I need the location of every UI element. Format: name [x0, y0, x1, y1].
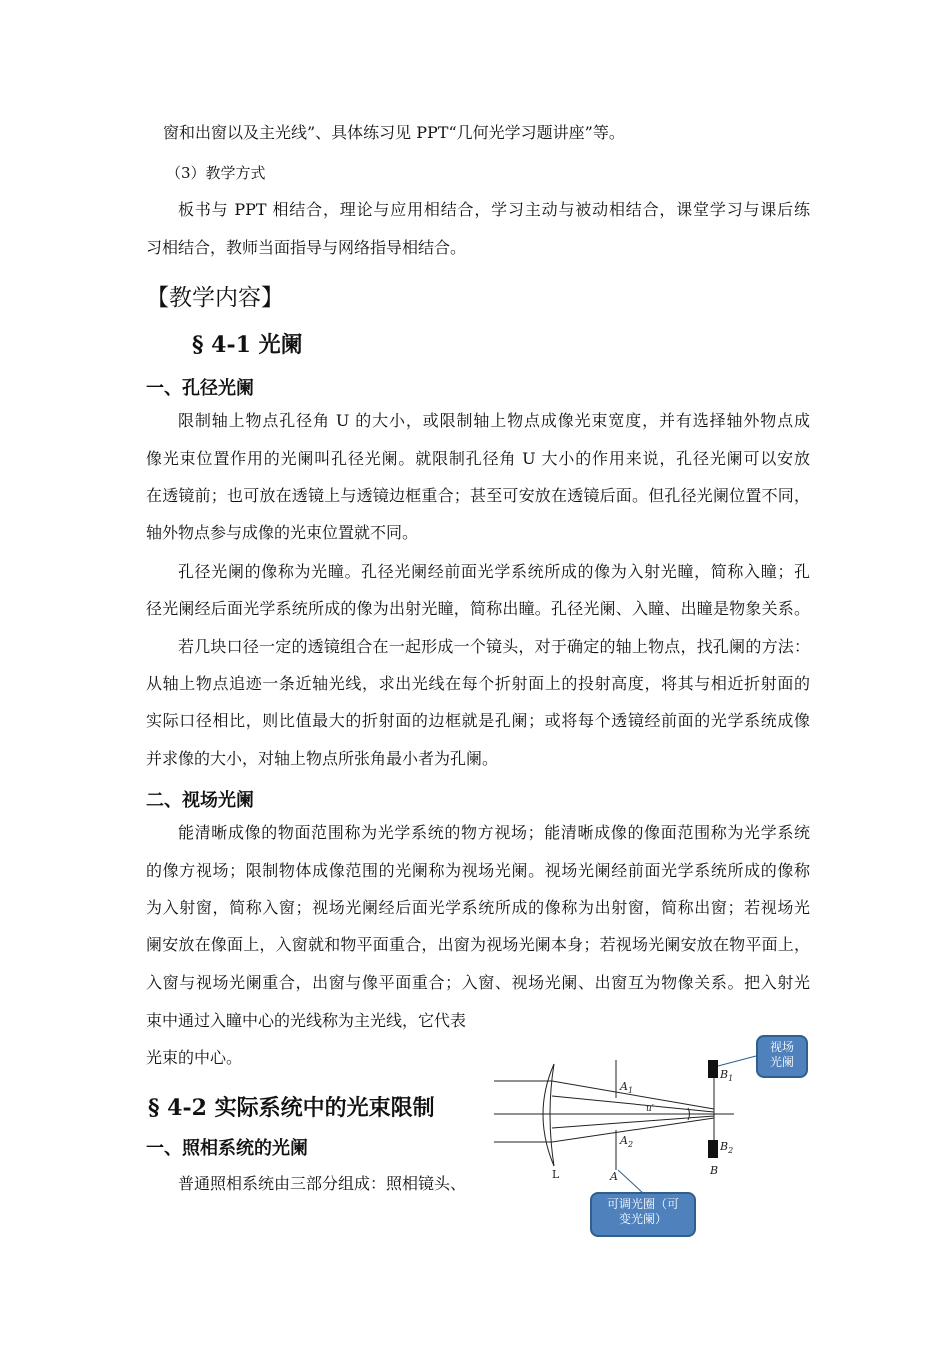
section-title-4-2: § 4-2 实际系统中的光束限制 [148, 1095, 435, 1121]
text-line: 阑安放在像面上，入窗就和物平面重合，出窗为视场光阑本身；若视场光阑安放在物平面上， [146, 935, 810, 954]
subheading-camera-stop: 一、照相系统的光阑 [146, 1138, 308, 1159]
subheading-field-stop: 二、视场光阑 [146, 790, 254, 811]
teaching-method-heading: （3）教学方式 [166, 164, 266, 182]
text-line: 习相结合，教师当面指导与网络指导相结合。 [146, 238, 467, 257]
label-u-prime: u′ [646, 1104, 654, 1114]
label-A1: $A_1$ [620, 1080, 634, 1095]
text-line: 能清晰成像的物面范围称为光学系统的物方视场；能清晰成像的像面范围称为光学系统 [178, 823, 810, 842]
text-line: 实际口径相比，则比值最大的折射面的边框就是孔阑；或将每个透镜经前面的光学系统成像 [146, 711, 810, 730]
subheading-aperture-stop: 一、孔径光阑 [146, 378, 254, 399]
text-line: 孔径光阑的像称为光瞳。孔径光阑经前面光学系统所成的像为入射光瞳，简称入瞳；孔 [178, 562, 810, 581]
section-title-4-1: § 4-1 光阑 [192, 332, 303, 358]
optical-stop-diagram [492, 1030, 812, 1240]
callout-text: 变光阑） [618, 1212, 667, 1226]
text-line: 普通照相系统由三部分组成：照相镜头、 [178, 1174, 467, 1193]
text-line: 并求像的大小，对轴上物点所张角最小者为孔阑。 [146, 749, 499, 768]
label-L: L [552, 1168, 560, 1181]
field-stop-block-upper [708, 1060, 718, 1078]
text-line: 板书与 PPT 相结合，理论与应用相结合，学习主动与被动相结合，课堂学习与课后练 [178, 200, 810, 219]
callout-adjustable-aperture [590, 1192, 696, 1237]
text-line: 径光阑经后面光学系统所成的像为出射光瞳，简称出瞳。孔径光阑、入瞳、出瞳是物象关系。 [146, 599, 810, 618]
text-line: 轴外物点参与成像的光束位置就不同。 [146, 523, 419, 542]
lens-surface [550, 1064, 554, 1166]
text-line: 像光束位置作用的光阑叫孔径光阑。就限制孔径角 U 大小的作用来说，孔径光阑可以安放 [146, 449, 810, 468]
text-line: 的像方视场；限制物体成像范围的光阑称为视场光阑。视场光阑经前面光学系统所成的像称 [146, 861, 810, 880]
callout-text: 可调光圈（可 [606, 1197, 679, 1211]
text-line: 限制轴上物点孔径角 U 的大小，或限制轴上物点成像光束宽度，并有选择轴外物点成 [178, 411, 810, 430]
text-line: 束中通过入瞳中心的光线称为主光线，它代表 [146, 1011, 467, 1030]
callout-pointer [618, 1170, 644, 1194]
text-line: 光束的中心。 [146, 1048, 243, 1067]
label-A: A [610, 1170, 618, 1183]
ray [552, 1096, 714, 1112]
callout-text: 视场 [769, 1040, 794, 1054]
content-heading: 【教学内容】 [146, 285, 284, 311]
callout-text: 光阑 [769, 1055, 794, 1069]
callout-field-stop [756, 1035, 808, 1078]
text-line: 若几块口径一定的透镜组合在一起形成一个镜头，对于确定的轴上物点，找孔阑的方法： [178, 637, 810, 656]
text-line: 入窗与视场光阑重合，出窗与像平面重合；入窗、视场光阑、出窗互为物像关系。把入射光 [146, 973, 810, 992]
text-line: 为入射窗，简称入窗；视场光阑经后面光学系统所成的像称为出射窗，简称出窗；若视场光 [146, 898, 810, 917]
text-line: 窗和出窗以及主光线”、具体练习见 PPT“几何光学习题讲座”等。 [163, 123, 625, 142]
label-B1: $B_1$ [720, 1068, 734, 1083]
field-stop-block-lower [708, 1140, 718, 1158]
text-line: 在透镜前；也可放在透镜上与透镜边框重合；甚至可安放在透镜后面。但孔径光阑位置不同， [146, 486, 810, 505]
label-B2: $B_2$ [720, 1140, 734, 1155]
text-line: 从轴上物点追迹一条近轴光线，求出光线在每个折射面上的投射高度，将其与相近折射面的 [146, 674, 810, 693]
callout-pointer [718, 1056, 756, 1066]
label-A2: $A_2$ [620, 1134, 634, 1149]
label-B: B [710, 1164, 719, 1177]
